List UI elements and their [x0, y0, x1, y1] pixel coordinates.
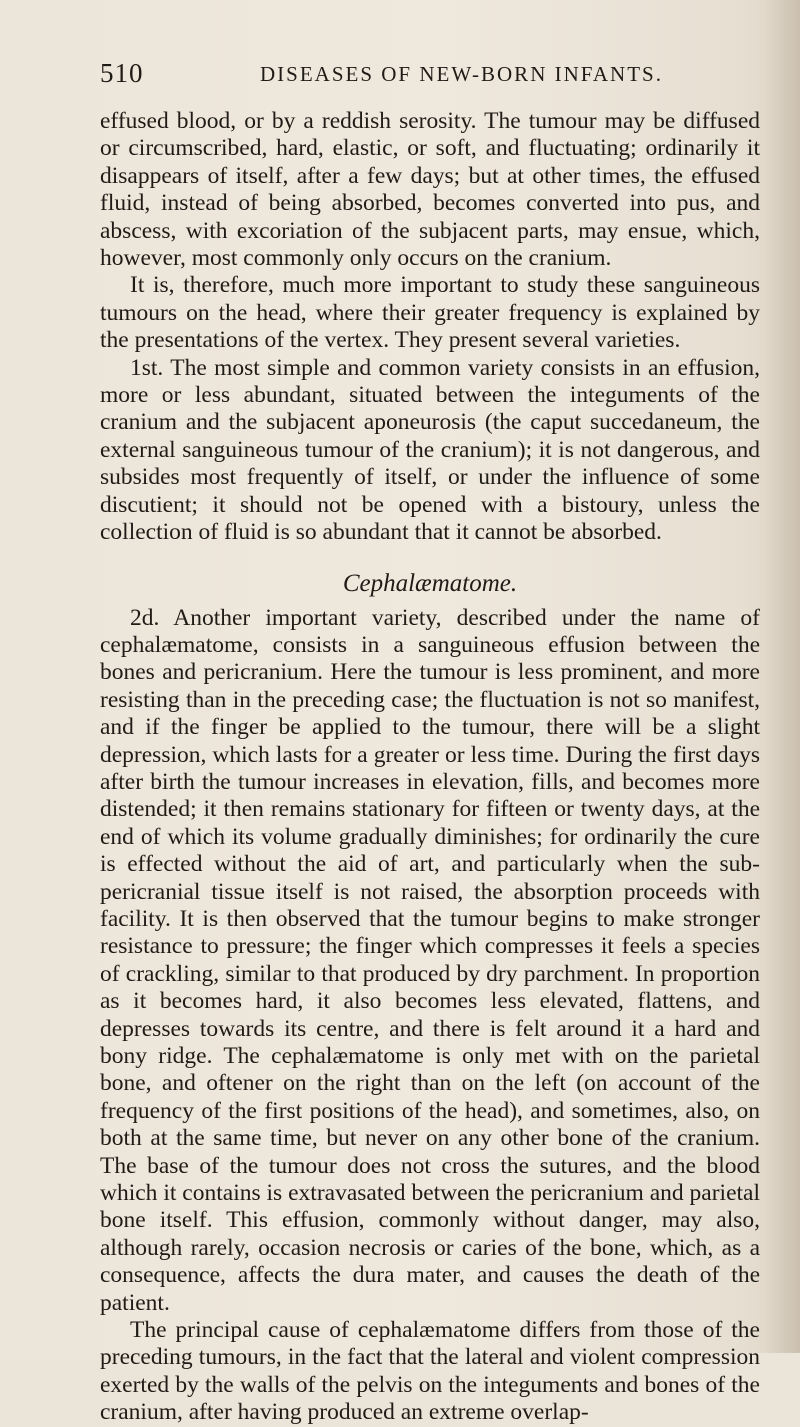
paragraph-principal-cause: The principal cause of cephalæmatome differs from those of the preceding tumours, in the fact that the lateral and violent compression exerted by the walls of the pelvis on the integuments and bones of the cranium, after having produced an extreme overlap- — [100, 1317, 760, 1426]
running-head: DISEASES OF NEW-BORN INFANTS. — [260, 62, 663, 86]
paragraph-sanguineous-tumours: It is, therefore, much more important to study these sanguineous tumours on the head, where their greater frequency is explained by the presentations of the vertex. They present several varieties. — [100, 272, 760, 354]
page-number: 510 — [100, 58, 144, 88]
paragraph-second-variety: 2d. Another important variety, described under the name of cephalæmatome, consists in a sanguineous effusion between the bones and pericranium. Here the tumour is less prominent, and more resisting than in the preceding case; the fluctuation is not so manifest, and if the finger be applied to the tumour, there will be a slight depression, which lasts for a greater or less time. During the first days after birth the tumour increases in elevation, fills, and becomes more distended; it then remains stationary for fifteen or twenty days, at the end of which its volume gradually diminishes; for ordinarily the cure is effected without the aid of art, and particularly when the sub-pericranial tissue itself is not raised, the absorption proceeds with facility. It is then observed that the tumour begins to make stronger resistance to pressure; the finger which compresses it feels a species of crackling, similar to that produced by dry parchment. In proportion as it becomes hard, it also becomes less elevated, flattens, and depresses towards its centre, and there is felt around it a hard and bony ridge. The cephalæmatome is only met with on the parietal bone, and oftener on the right than on the left (on account of the frequency of the first positions of the head), and sometimes, also, on both at the same time, but never on any other bone of the cranium. The base of the tumour does not cross the sutures, and the blood which it contains is extravasated between the pericranium and parietal bone itself. This effusion, commonly without danger, may also, although rarely, occasion necrosis or caries of the bone, which, as a consequence, affects the dura mater, and causes the death of the patient. — [100, 604, 760, 1316]
page-edge-shadow — [762, 0, 800, 1353]
paragraph-first-variety: 1st. The most simple and common variety consists in an effusion, more or less abundant, situated between the integuments of the cranium and the subjacent aponeurosis (the caput succedaneum, the external sanguineous tumour of the cranium); it is not dangerous, and subsides most frequently of itself, or under the influence of some discutient; it should not be opened with a bistoury, unless the collection of fluid is so abundant that it cannot be absorbed. — [100, 354, 760, 546]
body-text — [100, 108, 760, 1427]
section-title: Cephalæmatome. — [342, 569, 518, 597]
paragraph-continued: effused blood, or by a reddish serosity. The tumour may be diffused or circumscribed, hard, elastic, or soft, and fluctuating; ordinarily it disappears of itself, after a few days; but at other times, the effused fluid, instead of being absorbed, becomes converted into pus, and abscess, with excoriation of the subjacent parts, may ensue, which, however, most commonly only occurs on the cranium. — [100, 108, 760, 272]
page-header — [100, 58, 760, 92]
